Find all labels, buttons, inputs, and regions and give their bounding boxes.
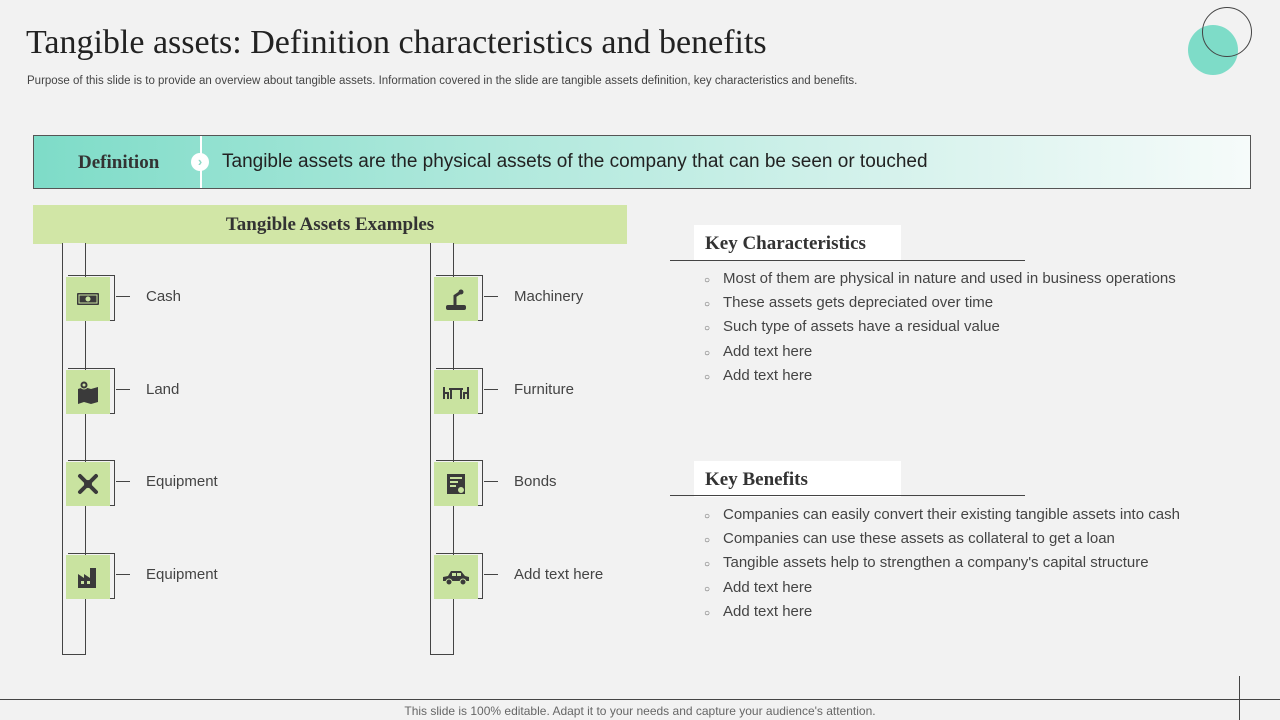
chevron-right-icon: › [191, 153, 209, 171]
definition-label: Definition [78, 152, 160, 173]
example-label: Equipment [146, 473, 218, 490]
list-item: ○ These assets gets depreciated over time [704, 294, 994, 312]
definition-text: Tangible assets are the physical assets of the company that can be seen or touched [222, 151, 928, 172]
list-item: ○ Companies can easily convert their existing tangible assets into cash [704, 506, 1180, 523]
slide-title: Tangible assets: Definition characteristics and benefits [26, 24, 767, 61]
example-label: Furniture [514, 381, 575, 398]
slide-subtitle: Purpose of this slide is to provide an overview about tangible assets. Information covered in the slide are tangible assets definition, key characteristics and benefits. [27, 75, 858, 87]
example-item-cash [66, 273, 366, 325]
cash-icon [66, 277, 110, 321]
robot-arm-icon [434, 277, 478, 321]
example-item-furniture [434, 366, 734, 418]
characteristics-title: Key Characteristics [694, 225, 901, 261]
certificate-icon [434, 462, 478, 506]
characteristics-divider [670, 260, 1025, 261]
example-label: Add text here [514, 566, 604, 583]
definition-banner [33, 135, 1251, 189]
decorative-ring-icon [1202, 7, 1252, 57]
example-item-bonds [434, 458, 734, 510]
benefits-list [704, 503, 1180, 624]
example-label: Bonds [514, 473, 557, 490]
characteristics-list [704, 267, 1176, 388]
example-label: Land [146, 381, 180, 398]
list-item: ○ Companies can use these assets as collateral to get a loan [704, 530, 1115, 548]
list-item: ○ Add text here [704, 366, 813, 384]
table-chairs-icon [434, 370, 478, 414]
example-item-equipment-2 [66, 551, 366, 603]
factory-icon [66, 555, 110, 599]
list-item: ○ Most of them are physical in nature and used in business operations [704, 270, 1176, 287]
footer-divider [0, 699, 1280, 700]
examples-header: Tangible Assets Examples [33, 205, 627, 244]
tools-icon [66, 462, 110, 506]
example-item-land [66, 366, 366, 418]
map-pin-icon [66, 370, 110, 414]
example-item-equipment [66, 458, 366, 510]
car-icon [434, 555, 478, 599]
list-item: ○ Tangible assets help to strengthen a company's capital structure [704, 554, 1149, 572]
list-item: ○ Such type of assets have a residual value [704, 318, 1000, 336]
benefits-divider [670, 495, 1025, 496]
example-item-machinery [434, 273, 734, 325]
list-item: ○ Add text here [704, 602, 813, 620]
example-label: Equipment [146, 566, 218, 583]
list-item: ○ Add text here [704, 342, 813, 360]
footer-note: This slide is 100% editable. Adapt it to your needs and capture your audience's attention. [404, 704, 876, 718]
example-label: Cash [146, 288, 182, 305]
list-item: ○ Add text here [704, 578, 813, 596]
example-label: Machinery [514, 288, 584, 305]
benefits-title: Key Benefits [694, 461, 901, 497]
example-item-car [434, 551, 734, 603]
